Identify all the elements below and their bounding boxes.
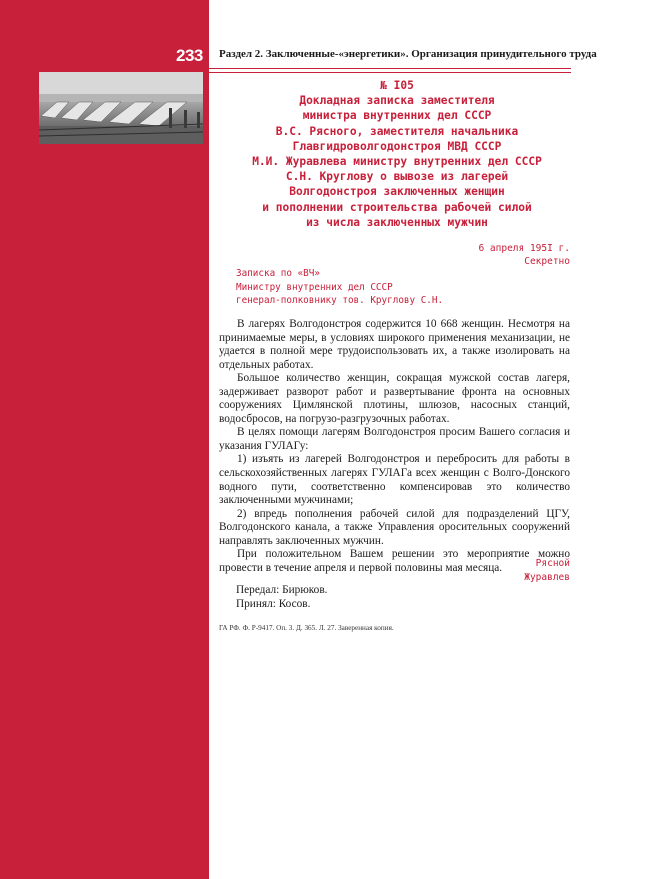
title-line: Докладная записка заместителя — [299, 94, 495, 108]
transmitted-by: Передал: Бирюков. — [236, 584, 328, 596]
document-date: 6 апреля 195I г. — [478, 243, 570, 254]
title-line: М.И. Журавлева министру внутренних дел СССР — [252, 155, 542, 169]
title-line: и пополнении строительства рабочей силой — [262, 200, 532, 214]
title-line: В.С. Рясного, заместителя начальника — [275, 124, 519, 138]
date-block — [380, 242, 570, 268]
signatures — [400, 557, 570, 585]
paragraph: 1) изъять из лагерей Волгодонстроя и перебросить для работы в сельскохозяйственных лагерях ГУЛАГа всех женщин с Волго-Донского водного пути, соответственно компенсировав это количество заключенными мужчинами; — [219, 453, 570, 507]
title-line: С.Н. Круглову о вывозе из лагерей — [285, 170, 509, 184]
running-header: Раздел 2. Заключенные-«энергетики». Организация принудительного труда — [219, 48, 597, 60]
paragraph: В целях помощи лагерям Волгодонстроя просим Вашего согласия и указания ГУЛАГу: — [219, 426, 570, 452]
title-line: Волгодонстроя заключенных женщин — [289, 185, 505, 199]
title-line: Главгидроволгодонстроя МВД СССР — [292, 139, 502, 153]
paragraph: 2) впредь пополнения рабочей силой для подразделений ЦГУ, Волгодонского канала, а также Управления оросительных сооружений направлять заключенных мужчин. — [219, 507, 570, 547]
title-line: министра внутренних дел СССР — [302, 109, 492, 123]
header-rule — [209, 68, 571, 69]
title-line: из числа заключенных мужчин — [306, 215, 488, 229]
header-rule-thin — [209, 72, 571, 73]
address-line: генерал-полковнику тов. Круглову С.Н. — [236, 295, 444, 306]
transmission-notes — [236, 583, 536, 611]
photo-illustration — [39, 72, 203, 144]
classification-mark: Секретно — [524, 256, 570, 267]
signature-name: Журавлев — [524, 572, 570, 583]
paragraph: При положительном Вашем решении это мероприятие можно провести в течение апреля и первой половины мая месяца. — [219, 548, 570, 574]
sidebar-band — [0, 0, 209, 879]
address-block — [236, 267, 572, 308]
received-by: Принял: Косов. — [236, 598, 311, 610]
archival-photo-dam-construction — [39, 72, 203, 144]
page-number: 233 — [176, 46, 203, 65]
address-line: Министру внутренних дел СССР — [236, 281, 393, 293]
paragraph: В лагерях Волгодонстроя содержится 10 668 женщин. Несмотря на принимаемые меры, в условиях широкого применения механизации, не удается в полной мере трудоиспользовать их, а также изолировать на отдельных работах. — [219, 318, 570, 371]
body-text — [219, 318, 570, 575]
source-citation: ГА РФ. Ф. Р-9417. Оп. 3. Д. 365. Л. 27. Заверенная копия. — [219, 624, 394, 632]
paragraph: Большое количество женщин, сокращая мужской состав лагеря, задерживает разворот работ и развертывание фронта на основных сооружениях Цимлянской плотины, шлюзов, насосных станций, водосбросов, на погрузо-разгрузочных работах. — [219, 372, 570, 425]
address-line: Записка по «ВЧ» — [236, 268, 320, 279]
document-title — [222, 78, 572, 230]
signature-name: Рясной — [535, 558, 570, 569]
document-number: № I05 — [380, 79, 414, 92]
